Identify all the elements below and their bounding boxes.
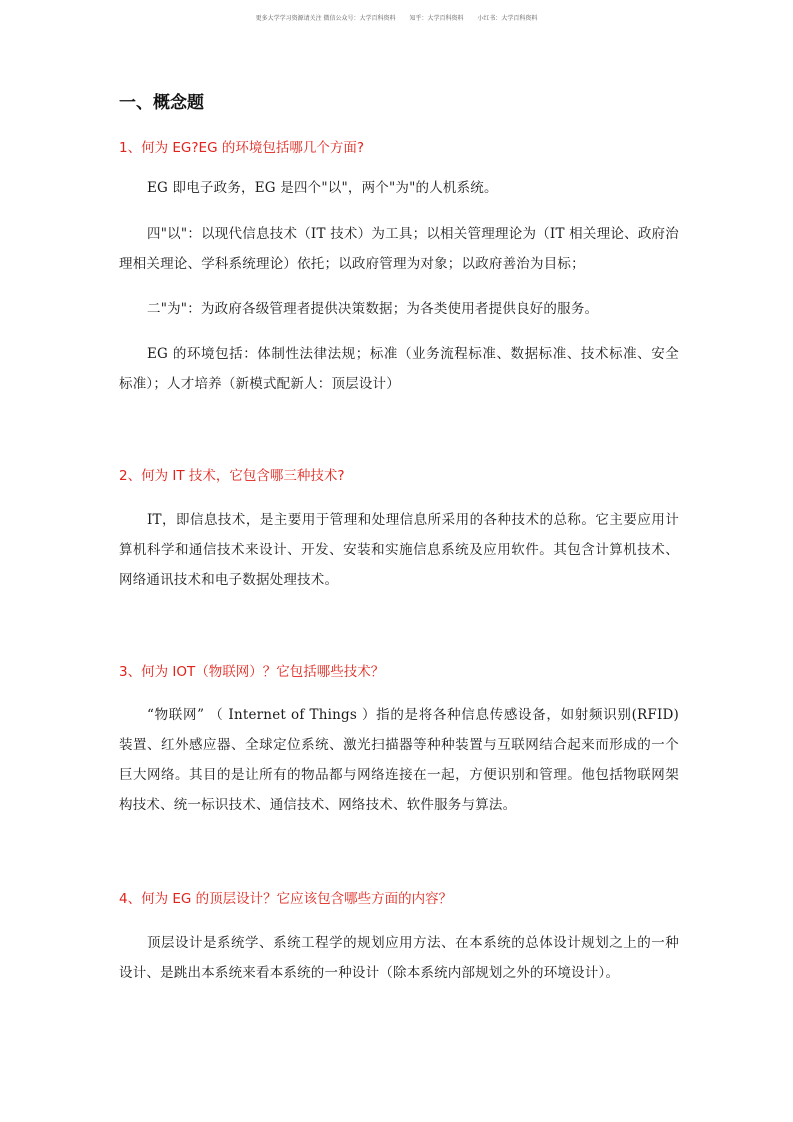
question-1-paragraph-2: 四"以"：以现代信息技术（IT 技术）为工具；以相关管理理论为（IT 相关理论、政府治理相关理论、学科系统理论）依托；以政府管理为对象；以政府善治为目标；: [119, 226, 679, 272]
question-1-paragraph-1: EG 即电子政务，EG 是四个"以"，两个"为"的人机系统。: [147, 180, 498, 196]
page-header-note: [0, 13, 793, 22]
question-2-paragraph-1: IT，即信息技术，是主要用于管理和处理信息所采用的各种技术的总称。它主要应用计算机科学和通信技术来设计、开发、安装和实施信息系统及应用软件。其包含计算机技术、网络通讯技术和电子数据处理技术。: [119, 512, 679, 588]
header-wechat-note: 更多大学学习资源请关注 微信公众号：大学百科资料: [255, 15, 396, 22]
question-1-paragraph-4: EG 的环境包括：体制性法律法规；标准（业务流程标准、数据标准、技术标准、安全标准）；人才培养（新模式配新人：顶层设计）: [119, 346, 679, 392]
section-title: 一、概念题: [119, 93, 204, 113]
question-1-title: 1、何为 EG?EG 的环境包括哪几个方面?: [119, 140, 364, 156]
question-3-paragraph-1: “物联网” （ Internet of Things ）指的是将各种信息传感设备，如射频识别(RFID) 装置、红外感应器、全球定位系统、激光扫描器等种种装置与互联网结合起来而形成的一个巨大网络。其目的是让所有的物品都与网络连接在一起，方便识别和管理。他包括物联网架构技术、统一标识技术、通信技术、网络技术、软件服务与算法。: [119, 707, 679, 813]
question-3-title: 3、何为 IOT（物联网）？它包括哪些技术？: [119, 664, 385, 680]
question-1-paragraph-3: 二"为"：为政府各级管理者提供决策数据；为各类使用者提供良好的服务。: [147, 301, 599, 317]
header-xiaohongshu-note: 小红书：大学百科资料: [477, 15, 538, 22]
question-2-title: 2、何为 IT 技术，它包含哪三种技术?: [119, 468, 345, 484]
question-4-paragraph-1: 顶层设计是系统学、系统工程学的规划应用方法、在本系统的总体设计规划之上的一种设计、是跳出本系统来看本系统的一种设计（除本系统内部规划之外的环境设计）。: [119, 935, 679, 981]
header-zhihu-note: 知乎：大学百科资料: [409, 15, 464, 22]
question-4-title: 4、何为 EG 的顶层设计？它应该包含哪些方面的内容？: [119, 891, 453, 907]
